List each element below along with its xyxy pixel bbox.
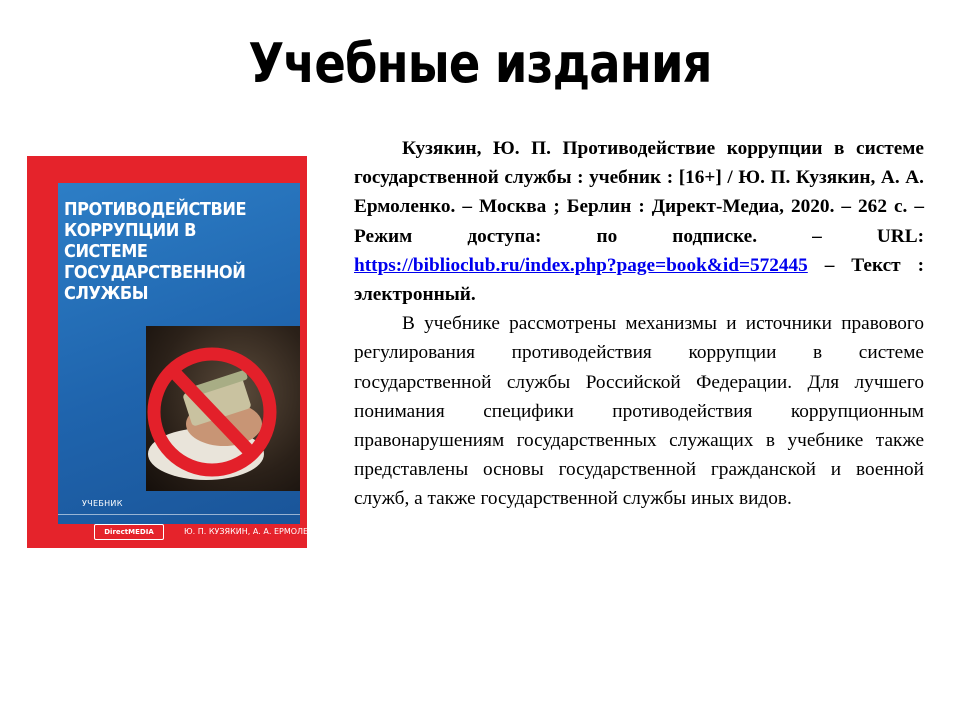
citation-paragraph [354, 134, 924, 309]
cover-label: УЧЕБНИК [82, 499, 123, 508]
citation-link[interactable]: https://biblioclub.ru/index.php?page=book&id=572445 [354, 254, 808, 276]
citation-text: Кузякин, Ю. П. Противодействие коррупции в системе государственной службы : учебник : [16+] / Ю. П. Кузякин, А. А. Ермоленко. – Москва ; Берлин : Директ-Медиа, 2020. – 262 с. – Режим доступа: по подписке. – URL: [354, 138, 924, 247]
cover-title: ПРОТИВОДЕЙСТВИЕ КОРРУПЦИИ В СИСТЕМЕ ГОСУДАРСТВЕННОЙ СЛУЖБЫ [64, 199, 247, 304]
annotation-paragraph: В учебнике рассмотрены механизмы и источники правового регулирования противодействия коррупции в системе государственной службы Российской Федерации. Для лучшего понимания специфики противодействия коррупционным правонарушениям государственных служащих в учебнике также представлены основы государственной гражданской и военной служб, а также государственной службы иных видов. [354, 313, 924, 510]
citation-suffix: – Текст : электронный. [354, 254, 924, 306]
book-cover-image [27, 156, 327, 548]
cover-authors: Ю. П. КУЗЯКИН, А. А. ЕРМОЛЕНКО [184, 527, 327, 536]
no-bribe-icon [146, 326, 300, 491]
cover-panel [58, 183, 327, 536]
cover-photo [146, 326, 300, 491]
slide-title: Учебные издания [248, 32, 712, 95]
cover-divider [58, 514, 300, 515]
publisher-logo: DirectMEDIA [94, 524, 164, 540]
text-block [354, 134, 924, 514]
